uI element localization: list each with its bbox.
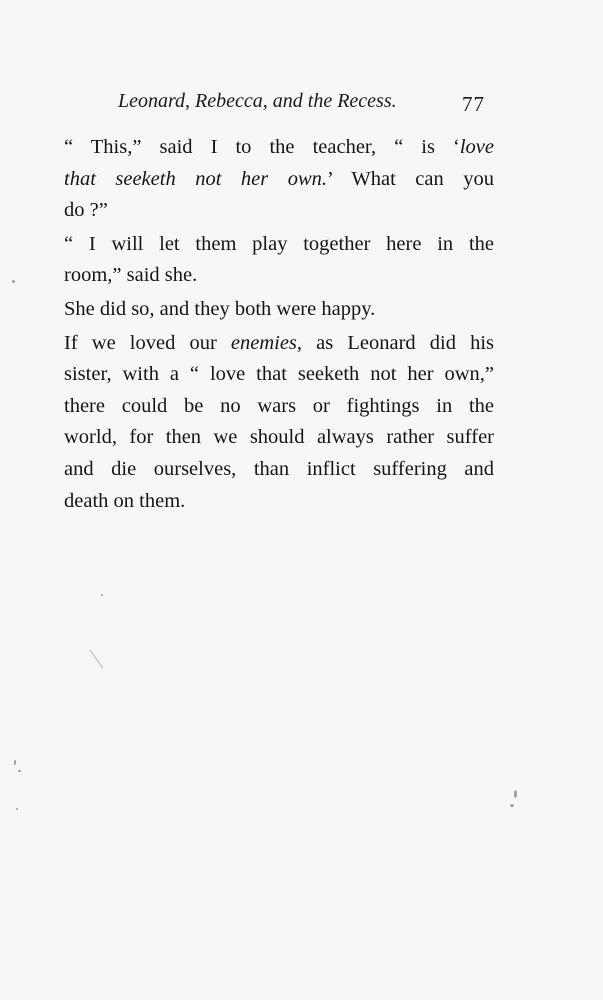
text-span: room,” said she. xyxy=(64,264,198,287)
scan-speck xyxy=(12,280,15,283)
paragraph-4-line-2 xyxy=(64,359,494,391)
italic-span: enemies xyxy=(230,331,297,354)
text-span: , as Leonard did his xyxy=(296,331,494,354)
paragraph-2-line-1 xyxy=(64,229,494,261)
paragraph-4-line-5 xyxy=(64,454,494,486)
italic-span: that seeketh not her own. xyxy=(64,167,327,190)
text-span: do ?” xyxy=(64,199,108,222)
text-span: She did so, and they both were happy. xyxy=(64,297,376,320)
paragraph-1-line-1 xyxy=(64,132,494,164)
scan-speck xyxy=(510,804,514,807)
text-span: “ I will let them play together here in the xyxy=(64,232,494,255)
running-head xyxy=(0,88,603,118)
paragraph-3-line-1 xyxy=(64,294,494,326)
running-title: Leonard, Rebecca, and the Recess. xyxy=(118,90,397,112)
page-number: 77 xyxy=(462,92,485,116)
text-span: and die ourselves, than inflict suffering and xyxy=(64,457,494,480)
text-span: world, for then we should always rather suffer xyxy=(64,426,494,449)
text-span: “ This,” said I to the teacher, “ is ‘ xyxy=(64,136,460,158)
paragraph-2-line-2 xyxy=(64,260,494,292)
scan-speck xyxy=(514,790,517,798)
text-span: there could be no wars or fightings in the xyxy=(64,394,494,417)
text-span: ’ What can you xyxy=(327,167,494,190)
paragraph-4-line-6 xyxy=(64,486,494,518)
body-text xyxy=(64,132,494,517)
scan-speck xyxy=(101,594,103,596)
scan-speck xyxy=(14,760,16,765)
text-span: If we loved our xyxy=(64,331,231,354)
paragraph-1-line-2 xyxy=(64,164,494,196)
paragraph-1-line-3 xyxy=(64,195,494,227)
paragraph-4-line-1 xyxy=(64,328,494,360)
paragraph-4-line-4 xyxy=(64,422,494,454)
text-span: death on them. xyxy=(64,489,186,512)
scan-scratch xyxy=(90,650,103,669)
scan-speck xyxy=(16,808,18,810)
text-span: sister, with a “ love that seeketh not her own,” xyxy=(64,363,494,386)
italic-span: love xyxy=(459,136,494,158)
paragraph-4-line-3 xyxy=(64,391,494,423)
scan-speck xyxy=(18,770,21,772)
